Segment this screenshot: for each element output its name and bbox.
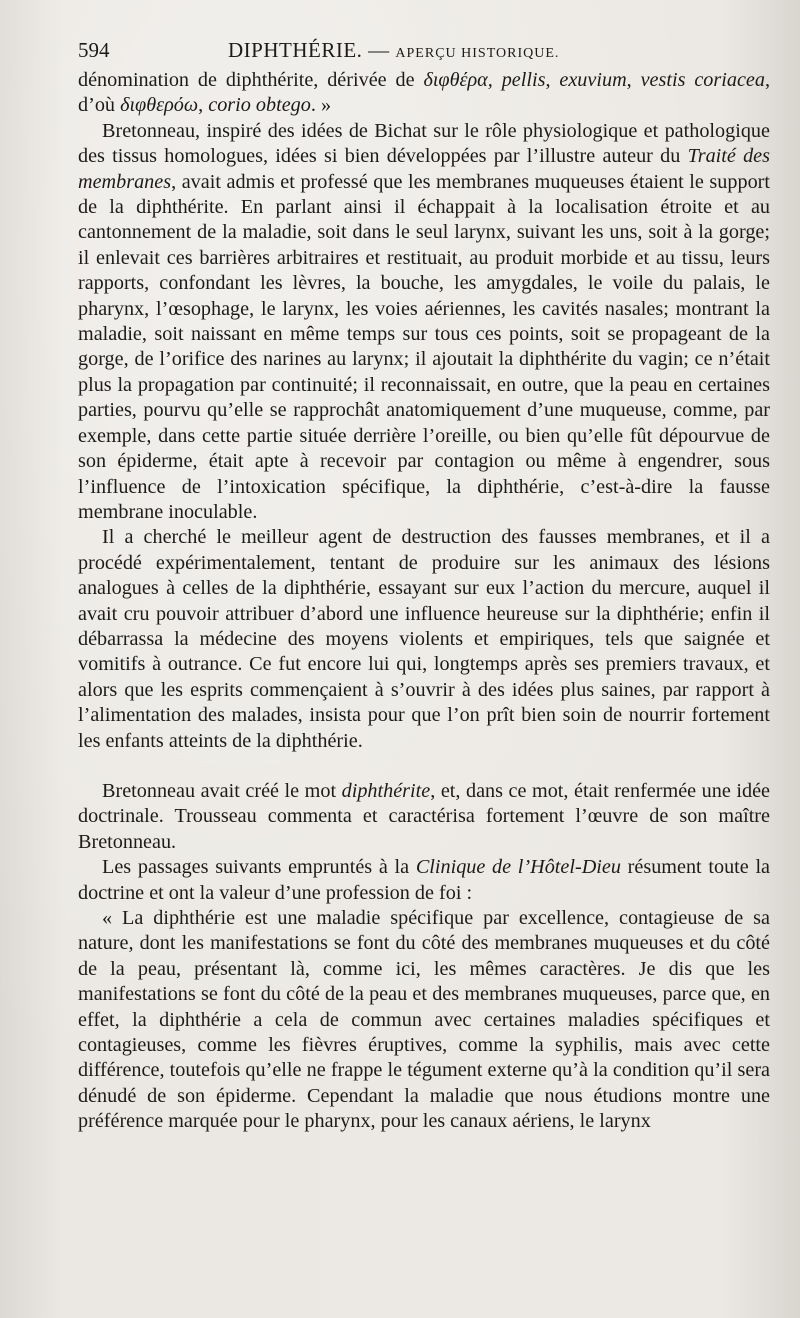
text-run: , d’où xyxy=(78,69,771,117)
text-run xyxy=(493,69,502,91)
paragraph xyxy=(78,68,770,119)
italic-text: Traité des membranes xyxy=(78,145,770,193)
page-header xyxy=(78,38,770,68)
italic-text: pellis xyxy=(501,69,546,91)
text-run: Il a cherché le meilleur agent de destruction des fausses membranes, et il a procédé expérimentalement, tentant de produire sur les animaux des lésions analogues à celles de la diphthérie, essayant sur eux l’action du mercure, auquel il avait cru pouvoir attribuer d’abord une influence heureuse sur la diphthérie; enfin il débarrassa la médecine des moyens violents et empiriques, tels que saignée et vomitifs à outrance. Ce fut encore lui qui, longtemps après ses premiers travaux, et alors que les esprits commençaient à s’ouvrir à des idées plus saines, par rapport à l’alimentation des malades, insista pour que l’on prît bien soin de nourrir fortement les enfants atteints de la diphthérie. xyxy=(78,526,770,752)
paragraph xyxy=(78,119,770,526)
paragraph xyxy=(78,779,770,855)
running-title: DIPHTHÉRIE. xyxy=(228,38,363,62)
text-run: « La diphthérie est une maladie spécifique par excellence, contagieuse de sa nature, dont les manifestations se font du côté des membranes muqueuses et du côté de la peau, présentant là, comme ici, les mêmes caractères. Je dis que les manifestations se font du côté de la peau et des membranes muqueuses, parce que, en effet, la diphthérie a cela de commun avec certaines maladies spécifiques et contagieuses, comme les fièvres éruptives, comme la syphilis, mais avec cette différence, toutefois qu’elle ne frappe le tégument externe qu’à la condition qu’il sera dénudé de son épiderme. Cependant la maladie que nous étudions montre une préférence marquée pour le pharynx, pour les canaux aériens, le larynx xyxy=(78,907,770,1133)
text-run: , xyxy=(626,69,641,91)
text-run: Bretonneau avait créé le mot xyxy=(102,779,342,802)
running-head-dash: — xyxy=(362,38,396,62)
running-head xyxy=(228,38,559,63)
text-run: résument toute la doctrine et ont la valeur d’une profession de foi : xyxy=(78,856,771,904)
text-run: Les passages suivants empruntés à la xyxy=(102,856,416,879)
text-run: , et, dans ce mot, était renfermée une idée doctrinale. Trousseau commenta et caractérisa fortement l’œuvre de son maître Bretonneau. xyxy=(78,779,770,853)
page-number: 594 xyxy=(78,38,110,62)
text-run: , xyxy=(198,94,209,117)
paragraph xyxy=(78,906,770,1135)
running-subtitle: APERÇU HISTORIQUE. xyxy=(395,46,560,61)
text-run: , xyxy=(545,69,560,91)
text-run: Bretonneau, inspiré des idées de Bichat sur le rôle physiologique et pathologique des tissus homologues, idées si bien développées par l’illustre auteur du xyxy=(78,119,770,168)
italic-text: diphthérite xyxy=(341,779,431,802)
paragraph xyxy=(78,525,770,754)
italic-text: corio obtego xyxy=(208,94,311,117)
text-run: , avait admis et professé que les membranes muqueuses étaient le support de la diphthérite. En parlant ainsi il échappait à la localisation étroite et au cantonnement de la maladie, soit dans le seul larynx, suivant les uns, soit à la gorge; il enlevait ces barrières arbitraires et restituait, au produit morbide et au tissu, leurs rapports, confondant les lèvres, la bouche, les amygdales, le voile du palais, le pharynx, l’œsophage, le larynx, les voies aériennes, les cavités nasales; montrant la maladie, soit naissant en même temps sur tous ces points, soit se propageant de la gorge, de l’orifice des narines au larynx; il ajoutait la diphthérite du vagin; ce n’était plus la propagation par continuité; il reconnaissait, en outre, que la peau en certaines parties, pourvu qu’elle se rapprochât anatomiquement d’une muqueuse, comme, par exemple, dans cette partie située derrière l’oreille, ou bien qu’elle fût dépourvue de son épiderme, était apte à recevoir par contagion ou même à engendrer, sous l’influence de l’intoxication spécifique, la diphthérie, c’est-à-dire la fausse membrane inoculable. xyxy=(78,170,770,523)
italic-text: exuvium xyxy=(559,69,627,91)
body-text xyxy=(78,68,770,1135)
text-run: . » xyxy=(310,94,332,117)
text-run: dénomination de diphthérite, dérivée de xyxy=(78,69,424,91)
italic-text: διφθέρα, xyxy=(423,69,493,91)
italic-text: διφθερόω xyxy=(120,94,199,117)
italic-text: Clinique de l’Hôtel-Dieu xyxy=(415,856,621,879)
italic-text: vestis coriacea xyxy=(640,69,765,91)
paragraph xyxy=(78,855,770,906)
